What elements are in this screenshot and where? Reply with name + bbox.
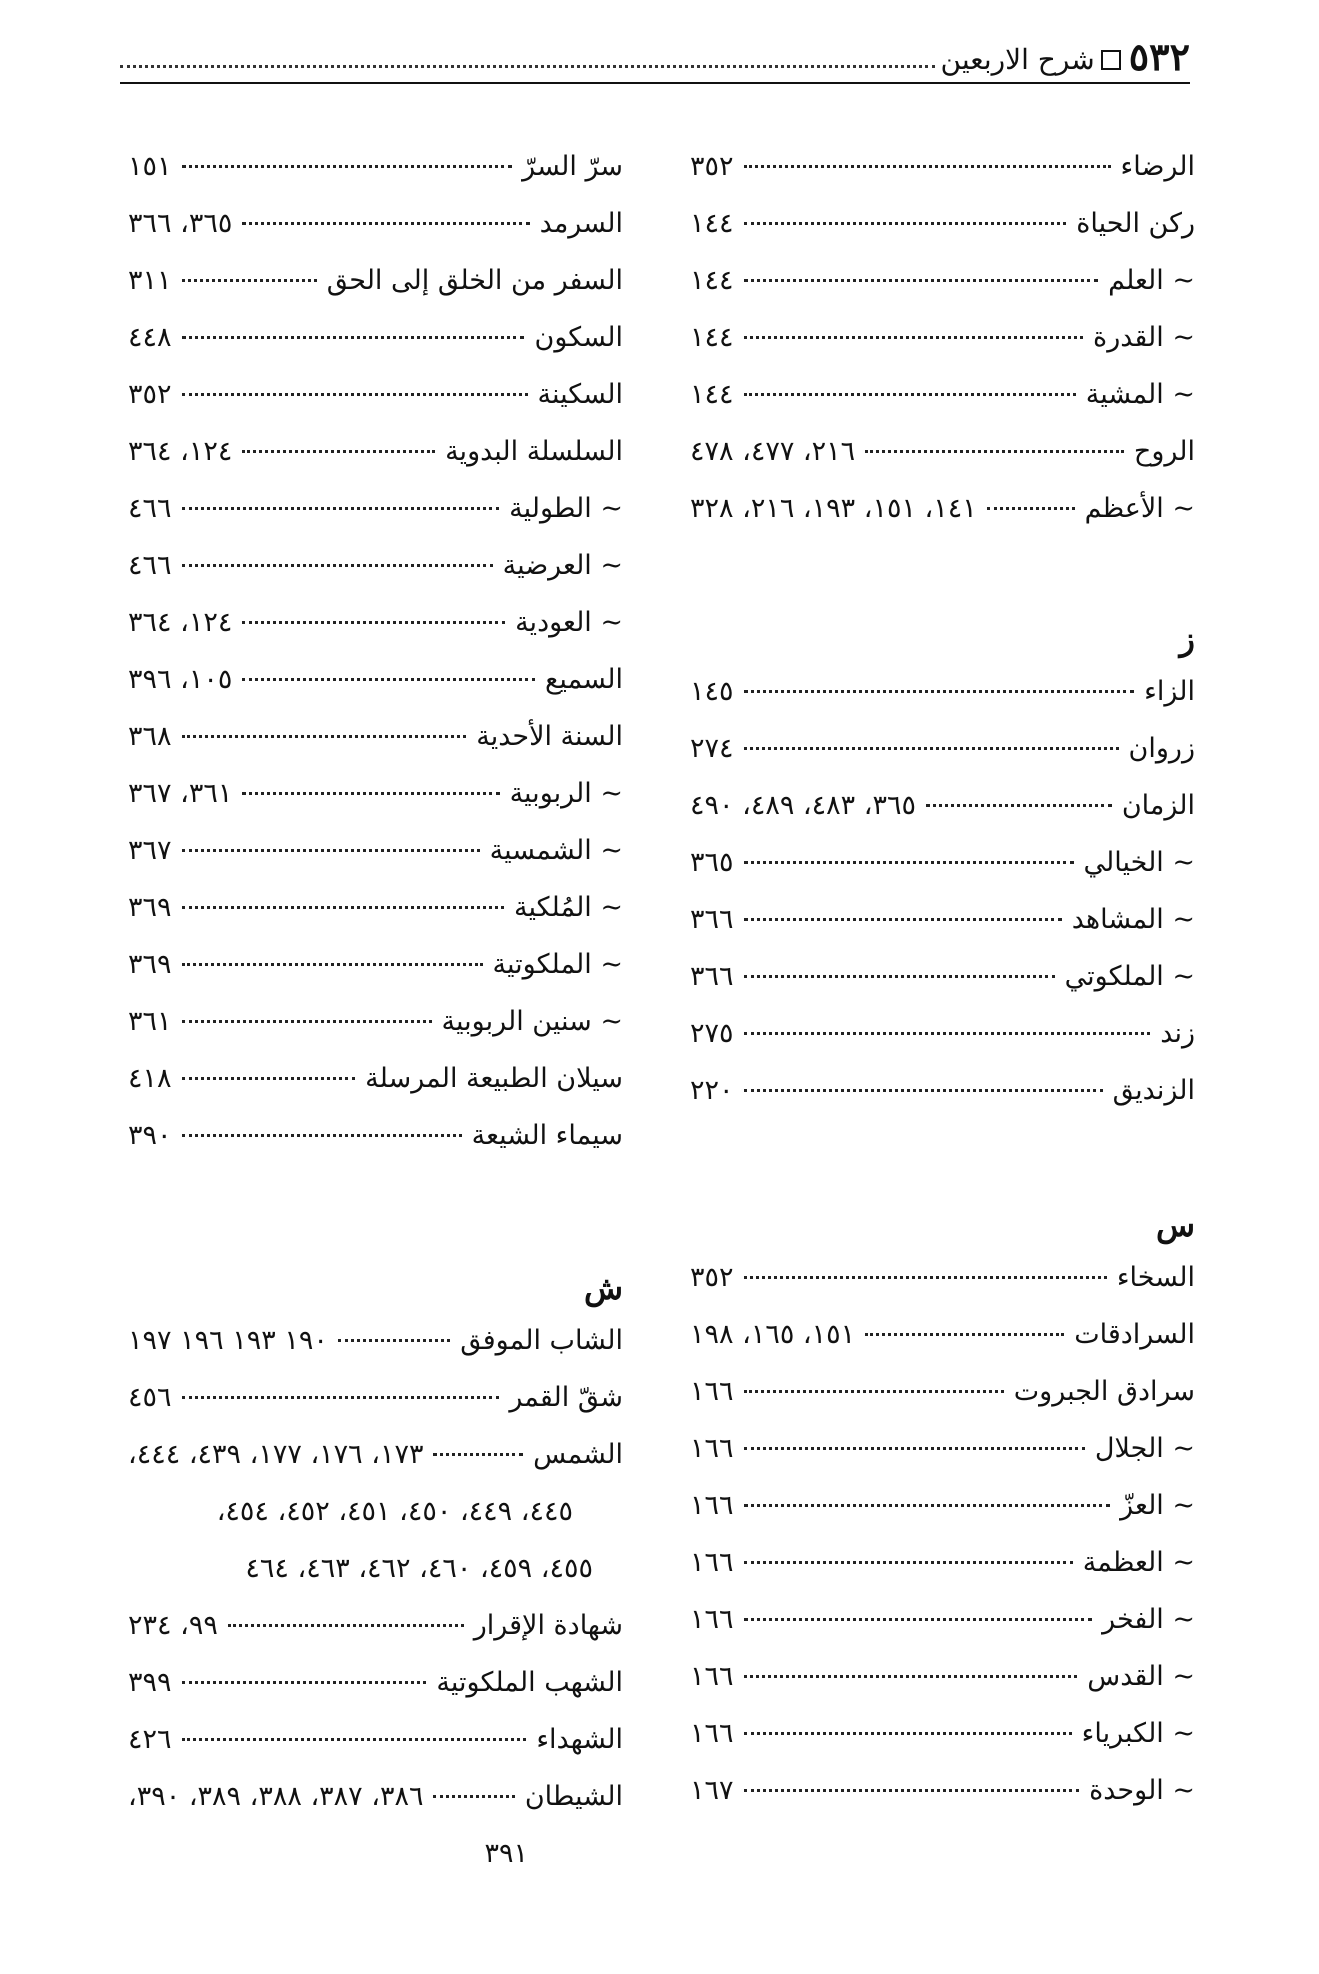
entry-pages: ٣٥٢ bbox=[690, 151, 734, 182]
entry-term: السكون bbox=[534, 322, 623, 353]
entry-pages: ١٧٣، ١٧٦، ١٧٧، ٤٣٩، ٤٤٤، bbox=[128, 1439, 424, 1470]
index-entry bbox=[128, 1050, 623, 1107]
entry-pages: ٤٦٦ bbox=[128, 550, 172, 581]
index-entry bbox=[690, 1420, 1195, 1477]
index-entry bbox=[128, 1426, 623, 1483]
leader-dots bbox=[182, 963, 483, 966]
entry-pages: ٣٨٦، ٣٨٧، ٣٨٨، ٣٨٩، ٣٩٠، bbox=[128, 1781, 424, 1812]
entry-pages: ١٢٤، ٣٦٤ bbox=[128, 436, 233, 467]
entry-pages: ١٤١، ١٥١، ١٩٣، ٢١٦، ٣٢٨ bbox=[690, 493, 977, 524]
entry-pages: ٣٥٢ bbox=[128, 379, 172, 410]
entry-pages: ١٤٤ bbox=[690, 208, 734, 239]
index-entry bbox=[128, 537, 623, 594]
entry-term: الرضاء bbox=[1120, 151, 1195, 182]
leader-dots bbox=[182, 1738, 527, 1741]
index-entry bbox=[690, 1306, 1195, 1363]
leader-dots bbox=[744, 1789, 1080, 1792]
entry-pages: ٣٦٩ bbox=[128, 949, 172, 980]
entry-term: سرّ السرّ bbox=[522, 151, 623, 182]
group-zay bbox=[690, 663, 1195, 1119]
index-entry bbox=[128, 423, 623, 480]
entry-term: ~ العرضية bbox=[502, 550, 623, 581]
leader-dots bbox=[182, 564, 493, 567]
entry-term: الزاء bbox=[1144, 676, 1195, 707]
entry-pages: ١٦٦ bbox=[690, 1661, 734, 1692]
leader-dots bbox=[744, 918, 1062, 921]
index-entry bbox=[690, 1363, 1195, 1420]
entry-pages: ١٠٥، ٣٩٦ bbox=[128, 664, 233, 695]
continuation-line: ٤٤٥، ٤٤٩، ٤٥٠، ٤٥١، ٤٥٢، ٤٥٤، bbox=[216, 1496, 573, 1527]
index-entry bbox=[690, 1648, 1195, 1705]
leader-dots bbox=[744, 861, 1074, 864]
leader-dots bbox=[182, 336, 525, 339]
index-entry bbox=[128, 594, 623, 651]
index-entry bbox=[128, 1597, 623, 1654]
entry-pages: ١٦٦ bbox=[690, 1718, 734, 1749]
index-entry bbox=[690, 663, 1195, 720]
entry-term: ~ القدرة bbox=[1093, 322, 1195, 353]
index-entry bbox=[690, 195, 1195, 252]
entry-term: الشمس bbox=[533, 1439, 623, 1470]
index-entry bbox=[690, 138, 1195, 195]
leader-dots bbox=[182, 1020, 432, 1023]
index-entry bbox=[690, 366, 1195, 423]
leader-dots bbox=[744, 336, 1084, 339]
index-entry bbox=[128, 252, 623, 309]
entry-term: سرادق الجبروت bbox=[1013, 1376, 1195, 1407]
index-entry bbox=[690, 1534, 1195, 1591]
entry-pages: ٢٧٥ bbox=[690, 1018, 734, 1049]
leader-dots bbox=[182, 735, 467, 738]
entry-pages: ٤١٨ bbox=[128, 1063, 172, 1094]
leader-dots bbox=[433, 1795, 514, 1798]
leader-dots bbox=[242, 792, 499, 795]
entry-term: سيلان الطبيعة المرسلة bbox=[365, 1063, 623, 1094]
entry-term: ~ العلم bbox=[1108, 265, 1195, 296]
entry-term: الروح bbox=[1133, 436, 1195, 467]
entry-term: السرادقات bbox=[1074, 1319, 1195, 1350]
entry-term: السكينة bbox=[537, 379, 623, 410]
entry-term: السخاء bbox=[1116, 1262, 1195, 1293]
index-entry bbox=[128, 480, 623, 537]
leader-dots bbox=[926, 804, 1112, 807]
leader-dots bbox=[228, 1624, 464, 1627]
letter-heading-zay: ز bbox=[1179, 620, 1195, 658]
entry-pages: ١٤٤ bbox=[690, 322, 734, 353]
leader-dots bbox=[744, 222, 1067, 225]
entry-pages: ١٦٧ bbox=[690, 1775, 734, 1806]
entry-term: ~ الخيالي bbox=[1083, 847, 1195, 878]
index-entry bbox=[690, 309, 1195, 366]
leader-dots bbox=[744, 1276, 1107, 1279]
continuation-line: ٤٥٥، ٤٥٩، ٤٦٠، ٤٦٢، ٤٦٣، ٤٦٤ bbox=[245, 1553, 593, 1584]
entry-term: الزمان bbox=[1121, 790, 1195, 821]
leader-dots bbox=[182, 279, 317, 282]
entry-pages: ٣٦١ bbox=[128, 1006, 172, 1037]
entry-term: سيماء الشيعة bbox=[471, 1120, 623, 1151]
entry-term: ~ العزّ bbox=[1120, 1490, 1195, 1521]
leader-dots bbox=[865, 450, 1124, 453]
index-entry bbox=[690, 720, 1195, 777]
continuation-line: ٣٩١ bbox=[484, 1838, 528, 1869]
entry-term: الشاب الموفق bbox=[460, 1325, 623, 1356]
index-entry bbox=[690, 1062, 1195, 1119]
entry-pages: ٩٩، ٢٣٤ bbox=[128, 1610, 218, 1641]
entry-pages: ١٥١ bbox=[128, 151, 172, 182]
index-entry bbox=[690, 777, 1195, 834]
leader-dots bbox=[242, 222, 529, 225]
entry-pages: ٣١١ bbox=[128, 265, 172, 296]
entry-term: ~ المشاهد bbox=[1071, 904, 1195, 935]
index-entry bbox=[690, 891, 1195, 948]
leader-dots bbox=[242, 450, 435, 453]
right-column bbox=[690, 138, 1195, 1819]
index-entry bbox=[690, 948, 1195, 1005]
index-entry bbox=[128, 1768, 623, 1825]
entry-pages: ١٦٦ bbox=[690, 1547, 734, 1578]
entry-pages: ٣٦٩ bbox=[128, 892, 172, 923]
entry-term: السفر من الخلق إلى الحق bbox=[326, 265, 623, 296]
leader-dots bbox=[865, 1333, 1064, 1336]
entry-term: ~ الأعظم bbox=[1084, 493, 1195, 524]
entry-pages: ١٦٦ bbox=[690, 1433, 734, 1464]
index-entry bbox=[128, 651, 623, 708]
entry-pages: ٣٦١، ٣٦٧ bbox=[128, 778, 233, 809]
entry-pages: ١٥١، ١٦٥، ١٩٨ bbox=[690, 1319, 856, 1350]
entry-term: زند bbox=[1160, 1018, 1195, 1049]
entry-pages: ٤٢٦ bbox=[128, 1724, 172, 1755]
entry-term: ~ الكبرياء bbox=[1081, 1718, 1195, 1749]
entry-term: ~ الشمسية bbox=[489, 835, 623, 866]
index-entry bbox=[128, 708, 623, 765]
entry-pages: ٤٥٦ bbox=[128, 1382, 172, 1413]
leader-dots bbox=[744, 1675, 1078, 1678]
entry-pages: ٤٦٦ bbox=[128, 493, 172, 524]
entry-pages: ١٦٦ bbox=[690, 1490, 734, 1521]
group-ra bbox=[690, 138, 1195, 537]
leader-dots bbox=[744, 747, 1119, 750]
entry-term: الزنديق bbox=[1112, 1075, 1195, 1106]
index-entry bbox=[690, 1477, 1195, 1534]
book-title: شرح الاربعين bbox=[940, 43, 1095, 76]
entry-pages: ٣٦٥، ٣٦٦ bbox=[128, 208, 233, 239]
index-entry bbox=[128, 936, 623, 993]
entry-term: شهادة الإقرار bbox=[473, 1610, 623, 1641]
entry-pages: ٢٢٠ bbox=[690, 1075, 734, 1106]
leader-dots bbox=[242, 678, 535, 681]
index-entry bbox=[690, 423, 1195, 480]
entry-pages: ٤٤٨ bbox=[128, 322, 172, 353]
index-entry bbox=[690, 252, 1195, 309]
index-entry bbox=[690, 1591, 1195, 1648]
entry-term: ~ العظمة bbox=[1082, 1547, 1195, 1578]
entry-pages: ١٤٤ bbox=[690, 379, 734, 410]
entry-term: ~ الملكوتي bbox=[1064, 961, 1195, 992]
leader-dots bbox=[182, 906, 504, 909]
index-entry bbox=[690, 1249, 1195, 1306]
leader-dots bbox=[744, 975, 1055, 978]
leader-dots bbox=[182, 849, 480, 852]
index-entry bbox=[128, 1107, 623, 1164]
index-entry bbox=[690, 1705, 1195, 1762]
entry-term: الشيطان bbox=[524, 1781, 623, 1812]
index-entry bbox=[128, 1369, 623, 1426]
entry-term: شقّ القمر bbox=[509, 1382, 623, 1413]
entry-pages: ١٦٦ bbox=[690, 1376, 734, 1407]
letter-heading-sin: س bbox=[1155, 1206, 1195, 1244]
entry-pages: ٣٩٩ bbox=[128, 1667, 172, 1698]
running-header bbox=[120, 28, 1190, 84]
leader-dots bbox=[744, 1447, 1085, 1450]
square-ornament-icon bbox=[1101, 50, 1121, 70]
entry-term: ~ سنين الربوبية bbox=[441, 1006, 623, 1037]
leader-dots bbox=[182, 1134, 462, 1137]
entry-pages: ٢١٦، ٤٧٧، ٤٧٨ bbox=[690, 436, 856, 467]
entry-term: ~ الطولية bbox=[509, 493, 623, 524]
entry-pages: ٣٩٠ bbox=[128, 1120, 172, 1151]
leader-dots bbox=[744, 1618, 1093, 1621]
index-entry bbox=[128, 195, 623, 252]
entry-term: ~ الربوبية bbox=[509, 778, 623, 809]
index-entry bbox=[128, 879, 623, 936]
leader-dots bbox=[744, 1561, 1073, 1564]
leader-dots bbox=[744, 1089, 1103, 1092]
leader-dots bbox=[242, 621, 505, 624]
entry-pages: ٣٦٧ bbox=[128, 835, 172, 866]
entry-pages: ١٤٤ bbox=[690, 265, 734, 296]
entry-pages: ٢٧٤ bbox=[690, 733, 734, 764]
leader-dots bbox=[987, 507, 1075, 510]
entry-pages: ٣٦٥ bbox=[690, 847, 734, 878]
leader-dots bbox=[433, 1453, 523, 1456]
group-sin bbox=[690, 1249, 1195, 1819]
index-entry bbox=[128, 138, 623, 195]
entry-term: ~ المشية bbox=[1085, 379, 1195, 410]
leader-dots bbox=[182, 165, 513, 168]
index-entry bbox=[128, 822, 623, 879]
entry-term: السميع bbox=[545, 664, 623, 695]
entry-term: ~ الجلال bbox=[1094, 1433, 1195, 1464]
page-number: ٥٣٢ bbox=[1128, 34, 1190, 79]
group-sin-cont bbox=[128, 138, 623, 1164]
leader-dots bbox=[744, 690, 1135, 693]
entry-term: السرمد bbox=[539, 208, 623, 239]
leader-dots bbox=[182, 1396, 500, 1399]
entry-term: الشهب الملكوتية bbox=[436, 1667, 623, 1698]
index-entry bbox=[128, 993, 623, 1050]
entry-pages: ١٦٦ bbox=[690, 1604, 734, 1635]
index-entry bbox=[690, 1762, 1195, 1819]
entry-term: ~ القدس bbox=[1087, 1661, 1195, 1692]
entry-term: ~ المُلكية bbox=[513, 892, 623, 923]
index-entry bbox=[690, 834, 1195, 891]
entry-term: ~ الملكوتية bbox=[492, 949, 623, 980]
entry-pages: ٣٦٦ bbox=[690, 904, 734, 935]
leader-dots bbox=[744, 1390, 1004, 1393]
entry-pages: ٣٦٨ bbox=[128, 721, 172, 752]
index-entry bbox=[128, 366, 623, 423]
entry-term: السلسلة البدوية bbox=[445, 436, 623, 467]
index-entry bbox=[128, 765, 623, 822]
leader-dots bbox=[744, 393, 1076, 396]
entry-term: ركن الحياة bbox=[1076, 208, 1195, 239]
group-shin bbox=[128, 1312, 623, 1483]
leader-dots bbox=[744, 279, 1099, 282]
leader-dots bbox=[744, 1032, 1151, 1035]
index-entry bbox=[128, 1711, 623, 1768]
index-entry bbox=[690, 1005, 1195, 1062]
entry-pages: ٣٦٥، ٤٨٣، ٤٨٩، ٤٩٠ bbox=[690, 790, 916, 821]
entry-term: ~ الوحدة bbox=[1089, 1775, 1195, 1806]
leader-dots bbox=[744, 1732, 1072, 1735]
index-entry bbox=[128, 1654, 623, 1711]
entry-term: السنة الأحدية bbox=[476, 721, 623, 752]
leader-dots bbox=[182, 393, 528, 396]
entry-term: الشهداء bbox=[536, 1724, 623, 1755]
entry-term: زروان bbox=[1128, 733, 1195, 764]
header-leader-dots bbox=[120, 65, 935, 68]
leader-dots bbox=[182, 1681, 427, 1684]
index-entry bbox=[128, 309, 623, 366]
leader-dots bbox=[744, 165, 1111, 168]
letter-heading-shin: ش bbox=[583, 1269, 623, 1307]
entry-pages: ١٢٤، ٣٦٤ bbox=[128, 607, 233, 638]
leader-dots bbox=[182, 507, 500, 510]
group-shin-2 bbox=[128, 1597, 623, 1825]
entry-pages: ١٤٥ bbox=[690, 676, 734, 707]
leader-dots bbox=[338, 1339, 450, 1342]
entry-term: ~ الفخر bbox=[1102, 1604, 1195, 1635]
leader-dots bbox=[182, 1077, 356, 1080]
index-entry bbox=[128, 1312, 623, 1369]
left-column bbox=[128, 138, 623, 1882]
entry-pages: ١٩٠ ١٩٣ ١٩٦ ١٩٧ bbox=[128, 1325, 328, 1356]
index-entry bbox=[690, 480, 1195, 537]
entry-pages: ٣٦٦ bbox=[690, 961, 734, 992]
entry-pages: ٣٥٢ bbox=[690, 1262, 734, 1293]
entry-term: ~ العودية bbox=[515, 607, 623, 638]
leader-dots bbox=[744, 1504, 1111, 1507]
